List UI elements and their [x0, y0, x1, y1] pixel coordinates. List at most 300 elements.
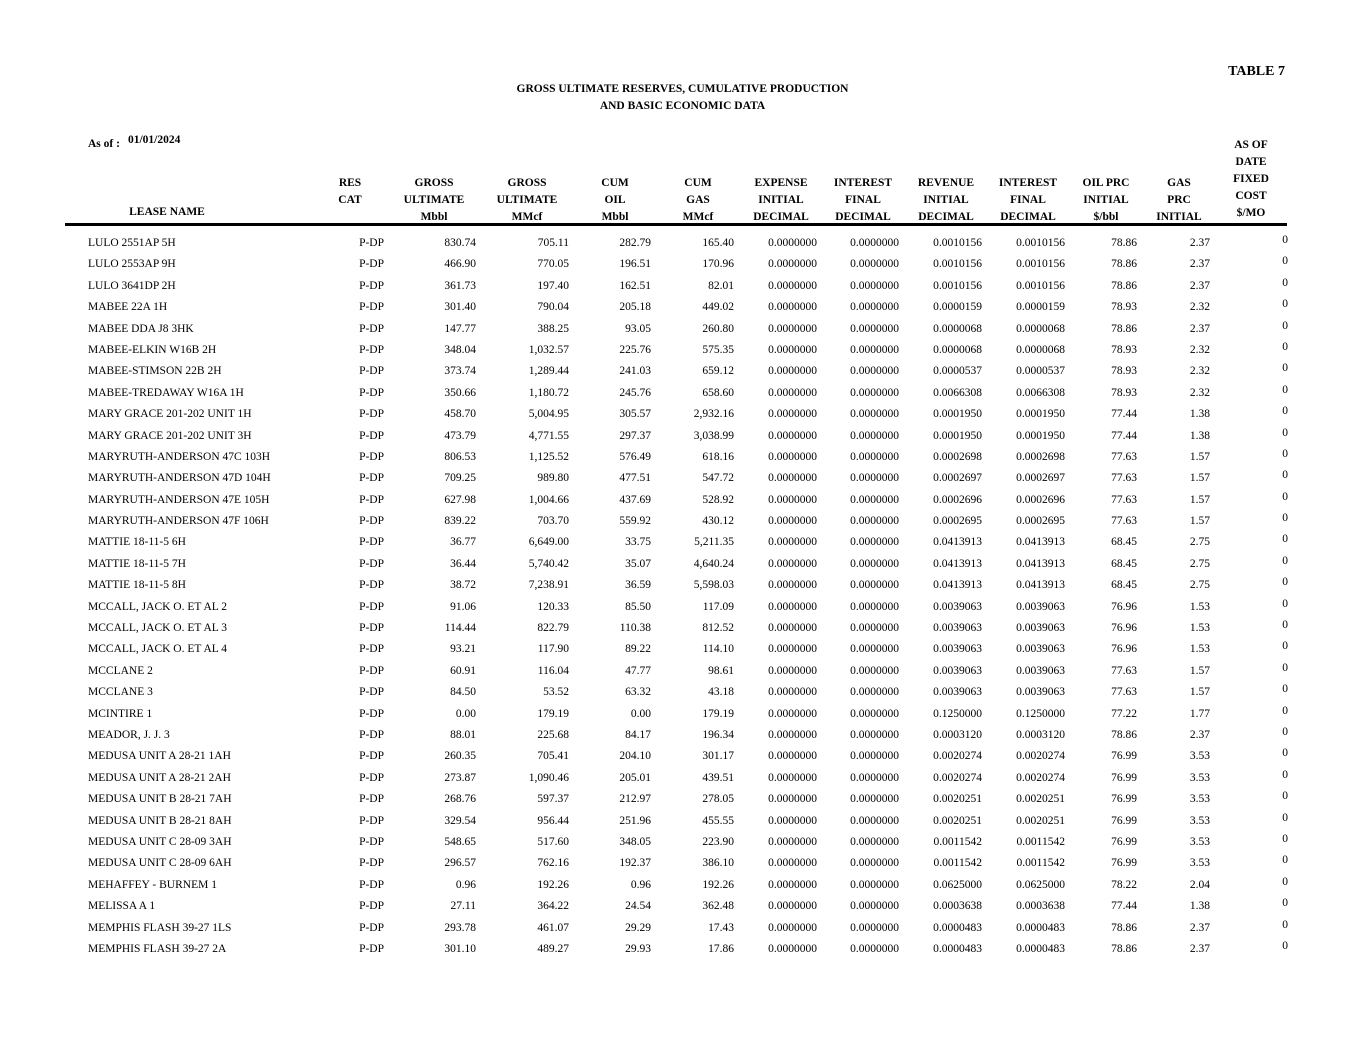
revenue-cell: 0.0020251 [933, 793, 982, 806]
interest-final-2-cell: 0.0000483 [1016, 942, 1065, 955]
cum-gas-cell: 301.17 [702, 750, 734, 763]
interest-final-cell: 0.0000000 [850, 900, 899, 913]
oil-price-cell: 77.63 [1111, 686, 1137, 699]
oil-price-cell: 76.99 [1111, 771, 1137, 784]
res-cat-cell: P-DP [359, 343, 384, 356]
interest-final-cell: 0.0000000 [850, 237, 899, 249]
interest-final-2-cell: 0.0000159 [1016, 301, 1065, 314]
gross-gas-cell: 1,032.57 [528, 343, 569, 356]
fixed-cost-cell: 0 [1282, 747, 1288, 760]
header-gross-ultimate-gas: GROSS ULTIMATE MMcf [496, 177, 558, 223]
table-row [0, 512, 1365, 533]
lease-name-cell: MEDUSA UNIT C 28-09 6AH [88, 857, 232, 870]
revenue-cell: 0.0000483 [933, 942, 982, 955]
lease-name-cell: MABEE 22A 1H [88, 301, 168, 314]
cum-gas-cell: 179.19 [702, 707, 734, 720]
gross-oil-cell: 627.98 [444, 493, 476, 506]
report-title [0, 81, 1365, 115]
lease-name-cell: MCCALL, JACK O. ET AL 3 [88, 622, 227, 635]
table-row [0, 234, 1365, 255]
gross-oil-cell: 473.79 [444, 429, 476, 442]
gas-price-cell: 2.37 [1189, 921, 1210, 934]
cum-gas-cell: 43.18 [708, 686, 734, 699]
expense-cell: 0.0000000 [768, 493, 817, 506]
gas-price-cell: 1.53 [1189, 622, 1210, 635]
revenue-cell: 0.0020251 [933, 814, 982, 827]
gross-gas-cell: 1,004.66 [528, 493, 569, 506]
oil-price-cell: 76.99 [1111, 835, 1137, 848]
interest-final-cell: 0.0000000 [850, 301, 899, 314]
revenue-cell: 0.0039063 [933, 622, 982, 635]
interest-final-2-cell: 0.0039063 [1016, 600, 1065, 613]
expense-cell: 0.0000000 [768, 557, 817, 570]
gross-gas-cell: 822.79 [537, 622, 569, 635]
header-res-cat: RES CAT [338, 177, 362, 206]
table-row [0, 790, 1365, 811]
interest-final-2-cell: 0.0000537 [1016, 365, 1065, 378]
gross-oil-cell: 709.25 [444, 472, 476, 485]
gross-gas-cell: 956.44 [537, 814, 569, 827]
revenue-cell: 0.0039063 [933, 600, 982, 613]
gross-gas-cell: 120.33 [537, 600, 569, 613]
interest-final-2-cell: 0.0010156 [1016, 237, 1065, 249]
gas-price-cell: 1.38 [1189, 408, 1210, 421]
cum-oil-cell: 29.93 [625, 942, 651, 955]
gas-price-cell: 2.04 [1189, 878, 1210, 891]
fixed-cost-cell: 0 [1282, 340, 1288, 353]
gross-gas-cell: 7,238.91 [528, 579, 569, 592]
fixed-cost-cell: 0 [1282, 255, 1288, 268]
gas-price-cell: 1.53 [1189, 600, 1210, 613]
lease-name-cell: MARY GRACE 201-202 UNIT 3H [88, 429, 252, 442]
lease-name-cell: MCCLANE 2 [88, 664, 153, 677]
gas-price-cell: 2.75 [1189, 557, 1210, 570]
interest-final-cell: 0.0000000 [850, 322, 899, 335]
expense-cell: 0.0000000 [768, 900, 817, 913]
header-fixed-cost: AS OF DATE FIXED COST $/MO [1233, 139, 1269, 219]
cum-gas-cell: 528.92 [702, 493, 734, 506]
interest-final-2-cell: 0.0000068 [1016, 322, 1065, 335]
interest-final-cell: 0.0000000 [850, 515, 899, 528]
gross-oil-cell: 27.11 [450, 900, 476, 913]
expense-cell: 0.0000000 [768, 771, 817, 784]
cum-oil-cell: 85.50 [625, 600, 651, 613]
table-row [0, 726, 1365, 747]
cum-gas-cell: 4,640.24 [693, 557, 734, 570]
interest-final-cell: 0.0000000 [850, 921, 899, 934]
gas-price-cell: 2.75 [1189, 536, 1210, 549]
fixed-cost-cell: 0 [1282, 939, 1288, 952]
revenue-cell: 0.0000483 [933, 921, 982, 934]
cum-gas-cell: 449.02 [702, 301, 734, 314]
cum-oil-cell: 205.01 [619, 771, 651, 784]
fixed-cost-cell: 0 [1282, 576, 1288, 589]
cum-gas-cell: 5,598.03 [693, 579, 734, 592]
cum-oil-cell: 35.07 [625, 557, 651, 570]
cum-oil-cell: 241.03 [619, 365, 651, 378]
table-row [0, 405, 1365, 426]
res-cat-cell: P-DP [359, 707, 384, 720]
interest-final-cell: 0.0000000 [850, 279, 899, 292]
fixed-cost-cell: 0 [1282, 298, 1288, 311]
res-cat-cell: P-DP [359, 365, 384, 378]
interest-final-cell: 0.0000000 [850, 386, 899, 399]
expense-cell: 0.0000000 [768, 942, 817, 955]
cum-gas-cell: 362.48 [702, 900, 734, 913]
res-cat-cell: P-DP [359, 600, 384, 613]
interest-final-2-cell: 0.0011542 [1016, 857, 1065, 870]
expense-cell: 0.0000000 [768, 258, 817, 271]
gross-gas-cell: 517.60 [537, 835, 569, 848]
revenue-cell: 0.0002698 [933, 450, 982, 463]
interest-final-cell: 0.0000000 [850, 686, 899, 699]
header-revenue-initial: REVENUE INITIAL DECIMAL [917, 177, 975, 223]
revenue-cell: 0.0000537 [933, 365, 982, 378]
gross-gas-cell: 179.19 [537, 707, 569, 720]
expense-cell: 0.0000000 [768, 343, 817, 356]
table-number: TABLE 7 [1228, 64, 1285, 79]
fixed-cost-cell: 0 [1282, 533, 1288, 546]
expense-cell: 0.0000000 [768, 386, 817, 399]
table-row [0, 576, 1365, 597]
fixed-cost-cell: 0 [1282, 469, 1288, 482]
interest-final-2-cell: 0.0625000 [1016, 878, 1065, 891]
oil-price-cell: 68.45 [1111, 579, 1137, 592]
expense-cell: 0.0000000 [768, 365, 817, 378]
fixed-cost-cell: 0 [1282, 790, 1288, 803]
gross-oil-cell: 36.77 [450, 536, 476, 549]
interest-final-cell: 0.0000000 [850, 450, 899, 463]
cum-gas-cell: 547.72 [702, 472, 734, 485]
expense-cell: 0.0000000 [768, 301, 817, 314]
lease-name-cell: MARYRUTH-ANDERSON 47C 103H [88, 450, 271, 463]
gross-oil-cell: 84.50 [450, 686, 476, 699]
res-cat-cell: P-DP [359, 793, 384, 806]
gross-oil-cell: 91.06 [450, 600, 476, 613]
expense-cell: 0.0000000 [768, 686, 817, 699]
as-of-value: 01/01/2024 [127, 134, 181, 146]
cum-oil-cell: 282.79 [619, 237, 651, 249]
interest-final-cell: 0.0000000 [850, 707, 899, 720]
revenue-cell: 0.0039063 [933, 664, 982, 677]
interest-final-cell: 0.0000000 [850, 429, 899, 442]
lease-name-cell: MATTIE 18-11-5 8H [88, 579, 186, 592]
cum-gas-cell: 170.96 [702, 258, 734, 271]
expense-cell: 0.0000000 [768, 643, 817, 656]
cum-oil-cell: 245.76 [619, 386, 651, 399]
gross-oil-cell: 458.70 [444, 408, 476, 421]
expense-cell: 0.0000000 [768, 408, 817, 421]
gas-price-cell: 1.77 [1189, 707, 1210, 720]
table-row [0, 598, 1365, 619]
gross-gas-cell: 1,289.44 [528, 365, 569, 378]
cum-gas-cell: 812.52 [702, 622, 734, 635]
interest-final-cell: 0.0000000 [850, 536, 899, 549]
interest-final-2-cell: 0.0002698 [1016, 450, 1065, 463]
cum-oil-cell: 162.51 [619, 279, 651, 292]
cum-oil-cell: 110.38 [619, 622, 651, 635]
interest-final-cell: 0.0000000 [850, 728, 899, 741]
expense-cell: 0.0000000 [768, 515, 817, 528]
interest-final-2-cell: 0.0039063 [1016, 643, 1065, 656]
interest-final-cell: 0.0000000 [850, 343, 899, 356]
cum-oil-cell: 63.32 [625, 686, 651, 699]
res-cat-cell: P-DP [359, 686, 384, 699]
lease-name-cell: MEADOR, J. J. 3 [88, 728, 170, 741]
revenue-cell: 0.0003638 [933, 900, 982, 913]
fixed-cost-cell: 0 [1282, 811, 1288, 824]
gross-oil-cell: 60.91 [450, 664, 476, 677]
gas-price-cell: 1.57 [1189, 515, 1210, 528]
revenue-cell: 0.0000068 [933, 343, 982, 356]
interest-final-cell: 0.0000000 [850, 814, 899, 827]
revenue-cell: 0.0000068 [933, 322, 982, 335]
cum-oil-cell: 251.96 [619, 814, 651, 827]
lease-name-cell: LULO 3641DP 2H [88, 279, 176, 292]
cum-gas-cell: 618.16 [702, 450, 734, 463]
lease-name-cell: MEMPHIS FLASH 39-27 1LS [88, 921, 232, 934]
revenue-cell: 0.0010156 [933, 258, 982, 271]
gross-gas-cell: 705.41 [537, 750, 569, 763]
table-row [0, 362, 1365, 383]
fixed-cost-cell: 0 [1282, 704, 1288, 717]
fixed-cost-cell: 0 [1282, 383, 1288, 396]
cum-oil-cell: 225.76 [619, 343, 651, 356]
oil-price-cell: 76.96 [1111, 643, 1137, 656]
expense-cell: 0.0000000 [768, 237, 817, 249]
fixed-cost-cell: 0 [1282, 426, 1288, 439]
res-cat-cell: P-DP [359, 878, 384, 891]
fixed-cost-cell: 0 [1282, 918, 1288, 931]
interest-final-2-cell: 0.0010156 [1016, 258, 1065, 271]
oil-price-cell: 76.96 [1111, 600, 1137, 613]
lease-name-cell: MEDUSA UNIT A 28-21 2AH [88, 771, 231, 784]
res-cat-cell: P-DP [359, 814, 384, 827]
gross-oil-cell: 88.01 [450, 728, 476, 741]
oil-price-cell: 77.63 [1111, 515, 1137, 528]
cum-gas-cell: 17.86 [708, 942, 734, 955]
fixed-cost-cell: 0 [1282, 683, 1288, 696]
oil-price-cell: 76.96 [1111, 622, 1137, 635]
lease-name-cell: MCCALL, JACK O. ET AL 4 [88, 643, 227, 656]
table-row [0, 341, 1365, 362]
fixed-cost-cell: 0 [1282, 319, 1288, 332]
gross-gas-cell: 116.04 [537, 664, 569, 677]
cum-gas-cell: 3,038.99 [693, 429, 734, 442]
gas-price-cell: 3.53 [1189, 857, 1210, 870]
cum-oil-cell: 33.75 [625, 536, 651, 549]
interest-final-cell: 0.0000000 [850, 942, 899, 955]
cum-oil-cell: 192.37 [619, 857, 651, 870]
oil-price-cell: 77.22 [1111, 707, 1137, 720]
gross-gas-cell: 225.68 [537, 728, 569, 741]
expense-cell: 0.0000000 [768, 793, 817, 806]
cum-oil-cell: 305.57 [619, 408, 651, 421]
interest-final-cell: 0.0000000 [850, 771, 899, 784]
table-row [0, 662, 1365, 683]
cum-oil-cell: 24.54 [625, 900, 651, 913]
cum-gas-cell: 260.80 [702, 322, 734, 335]
lease-table-body [0, 234, 1365, 961]
expense-cell: 0.0000000 [768, 814, 817, 827]
interest-final-2-cell: 0.0003120 [1016, 728, 1065, 741]
as-of-date [88, 134, 181, 150]
table-row [0, 533, 1365, 554]
interest-final-cell: 0.0000000 [850, 750, 899, 763]
gross-gas-cell: 770.05 [537, 258, 569, 271]
interest-final-cell: 0.0000000 [850, 472, 899, 485]
interest-final-2-cell: 0.0002697 [1016, 472, 1065, 485]
fixed-cost-cell: 0 [1282, 619, 1288, 632]
lease-name-cell: MABEE-TREDAWAY W16A 1H [88, 386, 244, 399]
table-row [0, 705, 1365, 726]
oil-price-cell: 77.63 [1111, 472, 1137, 485]
table-row [0, 427, 1365, 448]
table-row [0, 769, 1365, 790]
report-title-line-1: GROSS ULTIMATE RESERVES, CUMULATIVE PRODUCTION [516, 83, 849, 95]
table-row [0, 555, 1365, 576]
revenue-cell: 0.0003120 [933, 728, 982, 741]
cum-gas-cell: 386.10 [702, 857, 734, 870]
gross-gas-cell: 489.27 [537, 942, 569, 955]
cum-oil-cell: 196.51 [619, 258, 651, 271]
revenue-cell: 0.0011542 [933, 857, 982, 870]
cum-oil-cell: 47.77 [625, 664, 651, 677]
interest-final-2-cell: 0.0020251 [1016, 814, 1065, 827]
lease-name-cell: MELISSA A 1 [88, 900, 156, 913]
gross-gas-cell: 461.07 [537, 921, 569, 934]
interest-final-cell: 0.0000000 [850, 408, 899, 421]
expense-cell: 0.0000000 [768, 600, 817, 613]
oil-price-cell: 78.86 [1111, 237, 1137, 249]
oil-price-cell: 77.44 [1111, 900, 1137, 913]
table-row [0, 919, 1365, 940]
gas-price-cell: 3.53 [1189, 750, 1210, 763]
lease-name-cell: MABEE-STIMSON 22B 2H [88, 365, 222, 378]
revenue-cell: 0.0020274 [933, 750, 982, 763]
lease-name-cell: MCCALL, JACK O. ET AL 2 [88, 600, 227, 613]
interest-final-cell: 0.0000000 [850, 600, 899, 613]
cum-gas-cell: 165.40 [702, 237, 734, 249]
interest-final-cell: 0.0000000 [850, 664, 899, 677]
gross-oil-cell: 114.44 [444, 622, 476, 635]
cum-gas-cell: 82.01 [708, 279, 734, 292]
interest-final-cell: 0.0000000 [850, 878, 899, 891]
gross-gas-cell: 4,771.55 [528, 429, 569, 442]
oil-price-cell: 68.45 [1111, 536, 1137, 549]
table-row [0, 491, 1365, 512]
gas-price-cell: 2.37 [1189, 279, 1210, 292]
fixed-cost-cell: 0 [1282, 768, 1288, 781]
gross-oil-cell: 806.53 [444, 450, 476, 463]
table-row [0, 940, 1365, 961]
oil-price-cell: 78.93 [1111, 343, 1137, 356]
gross-oil-cell: 296.57 [444, 857, 476, 870]
gas-price-cell: 2.37 [1189, 322, 1210, 335]
oil-price-cell: 78.93 [1111, 365, 1137, 378]
cum-oil-cell: 212.97 [619, 793, 651, 806]
oil-price-cell: 76.99 [1111, 857, 1137, 870]
cum-gas-cell: 2,932.16 [693, 408, 734, 421]
table-row [0, 876, 1365, 897]
gas-price-cell: 2.32 [1189, 301, 1210, 314]
cum-oil-cell: 348.05 [619, 835, 651, 848]
expense-cell: 0.0000000 [768, 835, 817, 848]
interest-final-2-cell: 0.0003638 [1016, 900, 1065, 913]
res-cat-cell: P-DP [359, 579, 384, 592]
lease-name-cell: MATTIE 18-11-5 6H [88, 536, 186, 549]
lease-name-cell: MEHAFFEY - BURNEM 1 [88, 878, 217, 891]
gas-price-cell: 1.57 [1189, 664, 1210, 677]
oil-price-cell: 68.45 [1111, 557, 1137, 570]
fixed-cost-cell: 0 [1282, 725, 1288, 738]
res-cat-cell: P-DP [359, 450, 384, 463]
res-cat-cell: P-DP [359, 557, 384, 570]
cum-gas-cell: 439.51 [702, 771, 734, 784]
table-row [0, 812, 1365, 833]
table-row [0, 277, 1365, 298]
lease-name-cell: MABEE DDA J8 3HK [88, 322, 194, 335]
revenue-cell: 0.0625000 [933, 878, 982, 891]
fixed-cost-cell: 0 [1282, 661, 1288, 674]
interest-final-2-cell: 0.0413913 [1016, 536, 1065, 549]
gross-oil-cell: 293.78 [444, 921, 476, 934]
gross-oil-cell: 268.76 [444, 793, 476, 806]
oil-price-cell: 77.63 [1111, 450, 1137, 463]
cum-oil-cell: 0.96 [630, 878, 651, 891]
gross-gas-cell: 6,649.00 [528, 536, 569, 549]
oil-price-cell: 78.86 [1111, 921, 1137, 934]
gross-gas-cell: 5,004.95 [528, 408, 569, 421]
gross-oil-cell: 361.73 [444, 279, 476, 292]
header-lease-name: LEASE NAME [129, 206, 205, 218]
revenue-cell: 0.0010156 [933, 237, 982, 249]
res-cat-cell: P-DP [359, 728, 384, 741]
oil-price-cell: 77.44 [1111, 429, 1137, 442]
gross-gas-cell: 53.52 [543, 686, 569, 699]
expense-cell: 0.0000000 [768, 857, 817, 870]
interest-final-cell: 0.0000000 [850, 857, 899, 870]
cum-gas-cell: 278.05 [702, 793, 734, 806]
oil-price-cell: 76.99 [1111, 814, 1137, 827]
oil-price-cell: 78.93 [1111, 386, 1137, 399]
gas-price-cell: 1.57 [1189, 686, 1210, 699]
gas-price-cell: 2.37 [1189, 258, 1210, 271]
gas-price-cell: 3.53 [1189, 793, 1210, 806]
interest-final-cell: 0.0000000 [850, 643, 899, 656]
table-row [0, 619, 1365, 640]
fixed-cost-cell: 0 [1282, 875, 1288, 888]
expense-cell: 0.0000000 [768, 429, 817, 442]
oil-price-cell: 77.44 [1111, 408, 1137, 421]
table-row [0, 683, 1365, 704]
header-cum-oil: CUM OIL Mbbl [601, 177, 629, 223]
interest-final-2-cell: 0.1250000 [1016, 707, 1065, 720]
revenue-cell: 0.0413913 [933, 579, 982, 592]
oil-price-cell: 78.93 [1111, 301, 1137, 314]
oil-price-cell: 78.86 [1111, 279, 1137, 292]
table-row [0, 384, 1365, 405]
res-cat-cell: P-DP [359, 472, 384, 485]
oil-price-cell: 78.86 [1111, 322, 1137, 335]
fixed-cost-cell: 0 [1282, 490, 1288, 503]
table-row [0, 469, 1365, 490]
res-cat-cell: P-DP [359, 279, 384, 292]
gas-price-cell: 2.37 [1189, 237, 1210, 249]
gross-oil-cell: 329.54 [444, 814, 476, 827]
fixed-cost-cell: 0 [1282, 832, 1288, 845]
expense-cell: 0.0000000 [768, 536, 817, 549]
